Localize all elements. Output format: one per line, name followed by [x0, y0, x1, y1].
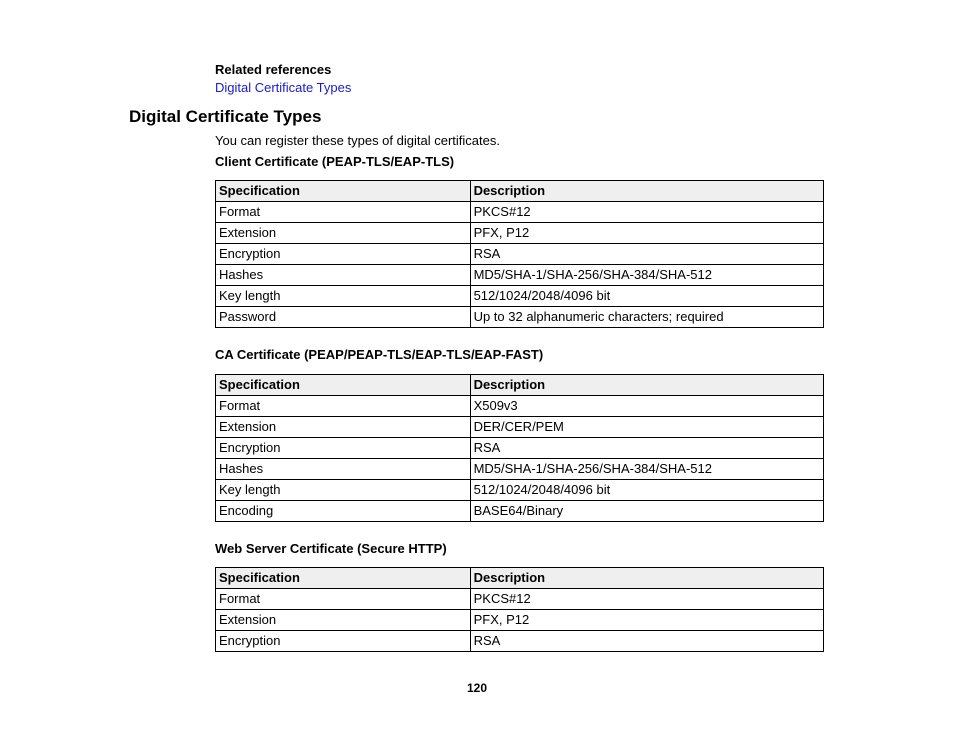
page-number: 120 [466, 681, 488, 695]
spec-cell: Hashes [216, 459, 471, 480]
column-header-description: Description [470, 375, 823, 396]
table-row [216, 417, 824, 438]
spec-cell: Key length [216, 480, 471, 501]
spec-cell: Extension [216, 610, 471, 631]
description-cell: PKCS#12 [470, 202, 823, 223]
column-header-specification: Specification [216, 568, 471, 589]
spec-cell: Encryption [216, 244, 471, 265]
spec-cell: Key length [216, 286, 471, 307]
description-cell: PFX, P12 [470, 610, 823, 631]
spec-cell: Extension [216, 223, 471, 244]
spec-cell: Extension [216, 417, 471, 438]
description-cell: X509v3 [470, 396, 823, 417]
description-cell: 512/1024/2048/4096 bit [470, 480, 823, 501]
spec-cell: Password [216, 307, 471, 328]
spec-cell: Encryption [216, 631, 471, 652]
section-title: Digital Certificate Types [129, 107, 322, 126]
spec-cell: Format [216, 396, 471, 417]
description-cell: DER/CER/PEM [470, 417, 823, 438]
description-cell: PKCS#12 [470, 589, 823, 610]
table-row [216, 589, 824, 610]
table-row [216, 244, 824, 265]
spec-cell: Format [216, 589, 471, 610]
table-header-row [216, 375, 824, 396]
table-row [216, 396, 824, 417]
web-server-certificate-table [215, 567, 824, 652]
table-row [216, 631, 824, 652]
ca-certificate-table [215, 374, 824, 522]
digital-certificate-types-link[interactable]: Digital Certificate Types [215, 80, 352, 95]
table-row [216, 307, 824, 328]
web-server-certificate-heading: Web Server Certificate (Secure HTTP) [215, 541, 447, 556]
column-header-specification: Specification [216, 375, 471, 396]
column-header-description: Description [470, 181, 823, 202]
column-header-description: Description [470, 568, 823, 589]
ca-certificate-heading: CA Certificate (PEAP/PEAP-TLS/EAP-TLS/EAP-FAST) [215, 347, 544, 362]
description-cell: MD5/SHA-1/SHA-256/SHA-384/SHA-512 [470, 265, 823, 286]
table-row [216, 202, 824, 223]
related-references-heading: Related references [215, 62, 332, 77]
table-row [216, 610, 824, 631]
table-header-row [216, 568, 824, 589]
table-row [216, 459, 824, 480]
description-cell: RSA [470, 244, 823, 265]
table-row [216, 286, 824, 307]
spec-cell: Format [216, 202, 471, 223]
table-row [216, 438, 824, 459]
description-cell: Up to 32 alphanumeric characters; required [470, 307, 823, 328]
description-cell: RSA [470, 438, 823, 459]
section-intro: You can register these types of digital certificates. [215, 133, 500, 148]
table-row [216, 501, 824, 522]
description-cell: BASE64/Binary [470, 501, 823, 522]
description-cell: RSA [470, 631, 823, 652]
client-certificate-table [215, 180, 824, 328]
client-certificate-heading: Client Certificate (PEAP-TLS/EAP-TLS) [215, 154, 455, 169]
spec-cell: Hashes [216, 265, 471, 286]
spec-cell: Encryption [216, 438, 471, 459]
table-row [216, 223, 824, 244]
table-header-row [216, 181, 824, 202]
description-cell: 512/1024/2048/4096 bit [470, 286, 823, 307]
description-cell: PFX, P12 [470, 223, 823, 244]
spec-cell: Encoding [216, 501, 471, 522]
table-row [216, 480, 824, 501]
description-cell: MD5/SHA-1/SHA-256/SHA-384/SHA-512 [470, 459, 823, 480]
table-row [216, 265, 824, 286]
column-header-specification: Specification [216, 181, 471, 202]
